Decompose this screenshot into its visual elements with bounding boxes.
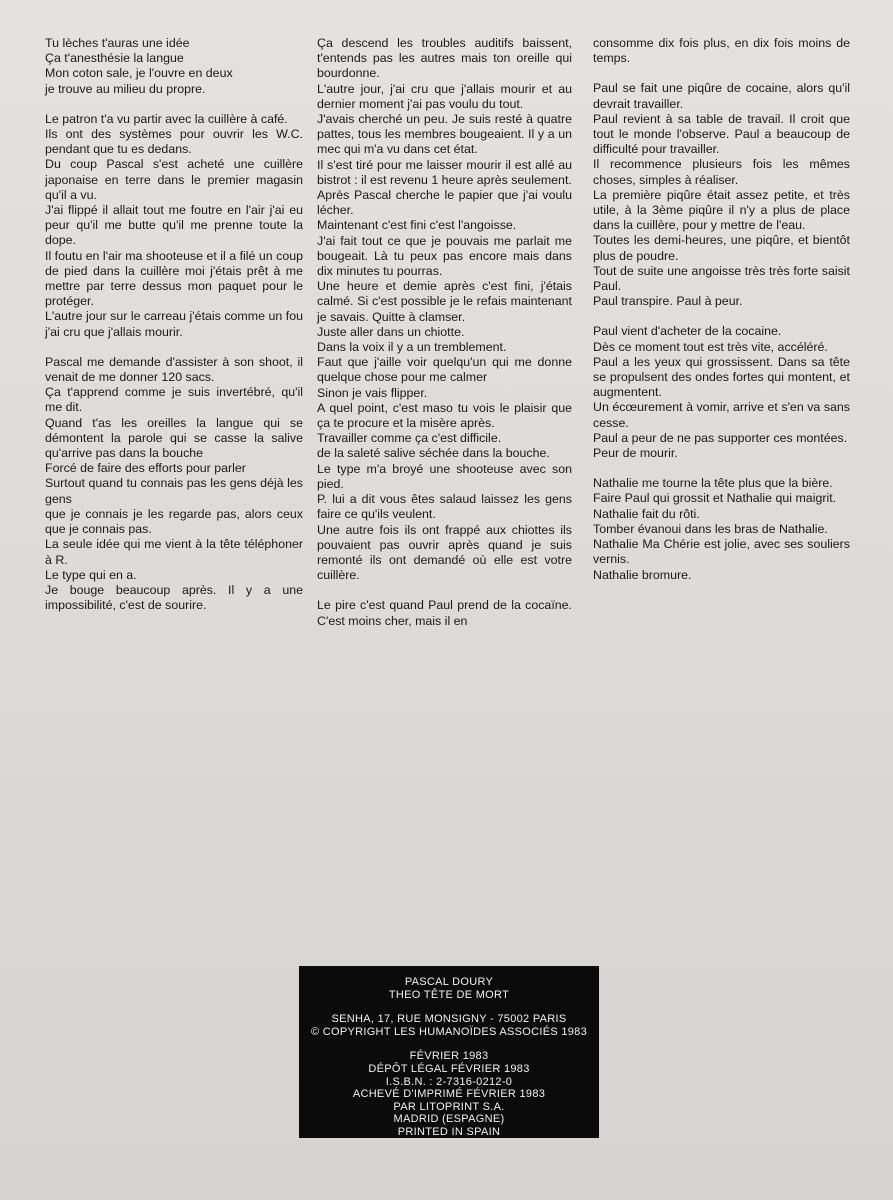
text-line: Il recommence plusieurs fois les mêmes choses, simples à réaliser. xyxy=(593,157,850,187)
text-line: J'ai fait tout ce que je pouvais me parlait me bougeait. Là tu peux pas encore mais dans dix minutes tu pourras. xyxy=(317,233,572,279)
colophon-box xyxy=(299,966,599,1138)
text-line: Peur de mourir. xyxy=(593,446,678,461)
text-line: Forcé de faire des efforts pour parler xyxy=(45,461,246,476)
legal-group xyxy=(299,1050,599,1138)
text-line: Il foutu en l'air ma shooteuse et il a filé un coup de pied dans la cuillère moi j'étais prêt à me mettre par terre dessus mon paquet pour le protéger. xyxy=(45,248,303,309)
text-line: Nathalie fait du rôti. xyxy=(593,506,700,521)
text-line: Dans la voix il y a un tremblement. xyxy=(317,340,507,355)
text-line: Je bouge beaucoup après. Il y a une impossibilité, c'est de sourire. xyxy=(45,582,303,613)
text-line: Nathalie me tourne la tête plus que la bière. xyxy=(593,476,833,491)
paragraph xyxy=(317,598,572,628)
text-line: Après Pascal cherche le papier que j'ai voulu lécher. xyxy=(317,188,572,218)
text-line: Tu lèches t'auras une idée xyxy=(45,36,190,50)
credits-group xyxy=(299,976,599,1001)
paragraph xyxy=(593,476,850,582)
paragraph xyxy=(593,324,850,461)
text-line: Le pire c'est quand Paul prend de la cocaïne. C'est moins cher, mais il en xyxy=(317,598,572,628)
text-line: je trouve au milieu du propre. xyxy=(45,81,206,96)
text-line: J'ai flippé il allait tout me foutre en l'air j'ai eu peur qu'il me butte qu'il me prenne toute la dope. xyxy=(45,203,303,248)
isbn-line: I.S.B.N. : 2-7316-0212-0 xyxy=(385,1075,513,1088)
text-line: Paul vient d'acheter de la cocaine. xyxy=(593,324,782,339)
text-line: Ça t'anesthésie la langue xyxy=(45,51,184,66)
text-line: Pascal me demande d'assister à son shoot, il venait de me donner 120 sacs. xyxy=(45,354,303,385)
paragraph xyxy=(45,36,303,97)
text-line: Tout de suite une angoisse très très forte saisit Paul. xyxy=(593,263,850,294)
text-line: consomme dix fois plus, en dix fois moins de temps. xyxy=(593,36,850,66)
text-line: Ça descend les troubles auditifs baissent, t'entends pas les autres mais ton oreille qui bourdonne. xyxy=(317,36,572,81)
text-line: Le type qui en a. xyxy=(45,567,137,582)
paragraph xyxy=(45,355,303,613)
text-line: Tomber évanoui dans les bras de Nathalie. xyxy=(593,521,828,536)
text-line: Il s'est tiré pour me laisser mourir il est allé au bistrot : il est revenu 1 heure après seulement. xyxy=(317,157,572,187)
text-column-3 xyxy=(593,36,850,598)
text-line: Un écœurement à vomir, arrive et s'en va sans cesse. xyxy=(593,400,850,430)
legal-deposit-line: DÉPÔT LÉGAL FÉVRIER 1983 xyxy=(368,1062,530,1075)
printed-line: ACHEVÉ D'IMPRIMÉ FÉVRIER 1983 xyxy=(352,1088,546,1101)
text-line: Une heure et demie après c'est fini, j'étais calmé. Si c'est possible je le refais maintenant je savais. Quitte à clamser. xyxy=(317,279,572,324)
copyright-line: © COPYRIGHT LES HUMANOÏDES ASSOCIÉS 1983 xyxy=(310,1025,588,1038)
publisher-group xyxy=(299,1013,599,1038)
text-line: Nathalie bromure. xyxy=(593,567,692,582)
text-line: La seule idée qui me vient à la tête téléphoner à R. xyxy=(45,537,303,567)
text-line: Le patron t'a vu partir avec la cuillère à café. xyxy=(45,111,288,126)
text-line: Une autre fois ils ont frappé aux chiottes ils pouvaient pas ouvrir après quand je suis remonté ils ont demandé où elle est votre cuillère. xyxy=(317,522,572,583)
title-line: THEO TÊTE DE MORT xyxy=(388,988,510,1001)
text-line: Faire Paul qui grossit et Nathalie qui maigrit. xyxy=(593,491,837,506)
country-line: PRINTED IN SPAIN xyxy=(397,1125,501,1138)
paragraph xyxy=(593,36,850,66)
text-line: Sinon je vais flipper. xyxy=(317,385,428,400)
text-line: Paul se fait une piqûre de cocaine, alors qu'il devrait travailler. xyxy=(593,81,850,111)
paragraph xyxy=(45,112,303,340)
address-line: SENHA, 17, RUE MONSIGNY - 75002 PARIS xyxy=(331,1013,567,1026)
text-column-2 xyxy=(317,36,572,644)
text-line: Nathalie Ma Chérie est jolie, avec ses souliers vernis. xyxy=(593,537,850,567)
text-line: L'autre jour sur le carreau j'étais comme un fou j'ai cru que j'allais mourir. xyxy=(45,309,303,339)
paragraph xyxy=(317,36,572,583)
text-line: Paul a les yeux qui grossissent. Dans sa tête se propulsent des ondes fortes qui montent, et augmentent. xyxy=(593,354,850,400)
text-line: Le type m'a broyé une shooteuse avec son pied. xyxy=(317,461,572,491)
text-line: J'avais cherché un peu. Je suis resté à quatre pattes, tous les membres bougeaient. Il y a un mec qui m'a vu dans cet état. xyxy=(317,112,572,157)
city-line: MADRID (ESPAGNE) xyxy=(393,1113,505,1126)
text-line: Mon coton sale, je l'ouvre en deux xyxy=(45,66,233,81)
text-line: de la saleté salive séchée dans la bouche. xyxy=(317,446,550,461)
text-line: Toutes les demi-heures, une piqûre, et bientôt plus de poudre. xyxy=(593,233,850,263)
text-line: Maintenant c'est fini c'est l'angoisse. xyxy=(317,218,517,233)
text-line: A quel point, c'est maso tu vois le plaisir que ça te procure et la misère après. xyxy=(317,400,572,431)
text-line: Du coup Pascal s'est acheté une cuillère japonaise en terre dans le premier magasin qu'il a vu. xyxy=(45,157,303,202)
date-line: FÉVRIER 1983 xyxy=(409,1050,489,1063)
printer-line: PAR LITOPRINT S.A. xyxy=(393,1100,505,1113)
text-line: Quand t'as les oreilles la langue qui se démontent la parole qui se casse la salive qu'arrive pas dans la bouche xyxy=(45,415,303,461)
text-line: Surtout quand tu connais pas les gens déjà les gens xyxy=(45,476,303,506)
text-line: L'autre jour, j'ai cru que j'allais mourir et au dernier moment j'ai pas voulu du tout. xyxy=(317,81,572,111)
text-line: Travailler comme ça c'est difficile. xyxy=(317,431,502,446)
text-line: Ils ont des systèmes pour ouvrir les W.C. pendant que tu es dedans. xyxy=(45,127,303,157)
text-line: Paul a peur de ne pas supporter ces montées. xyxy=(593,430,848,445)
paragraph xyxy=(593,81,850,309)
author-line: PASCAL DOURY xyxy=(404,976,494,988)
text-line: Dès ce moment tout est très vite, accéléré. xyxy=(593,339,828,354)
text-line: Ça t'apprend comme je suis invertébré, qu'il me dit. xyxy=(45,385,303,415)
text-line: Faut que j'aille voir quelqu'un qui me donne quelque chose pour me calmer xyxy=(317,355,572,385)
text-line: Paul revient à sa table de travail. Il croit que tout le monde l'observe. Paul a beaucoup de difficulté pour travailler. xyxy=(593,111,850,157)
text-line: P. lui a dit vous êtes salaud laissez les gens faire ce qu'ils veulent. xyxy=(317,492,572,522)
text-line: Juste aller dans un chiotte. xyxy=(317,324,465,339)
text-line: que je connais je les regarde pas, alors ceux que je connais pas. xyxy=(45,506,303,537)
text-line: La première piqûre était assez petite, et très utile, à la 3ème piqûre il n'y a plus de place dans la cuillère, pour y mettre de l'eau. xyxy=(593,187,850,233)
text-column-1 xyxy=(45,36,303,628)
text-line: Paul transpire. Paul à peur. xyxy=(593,294,743,309)
